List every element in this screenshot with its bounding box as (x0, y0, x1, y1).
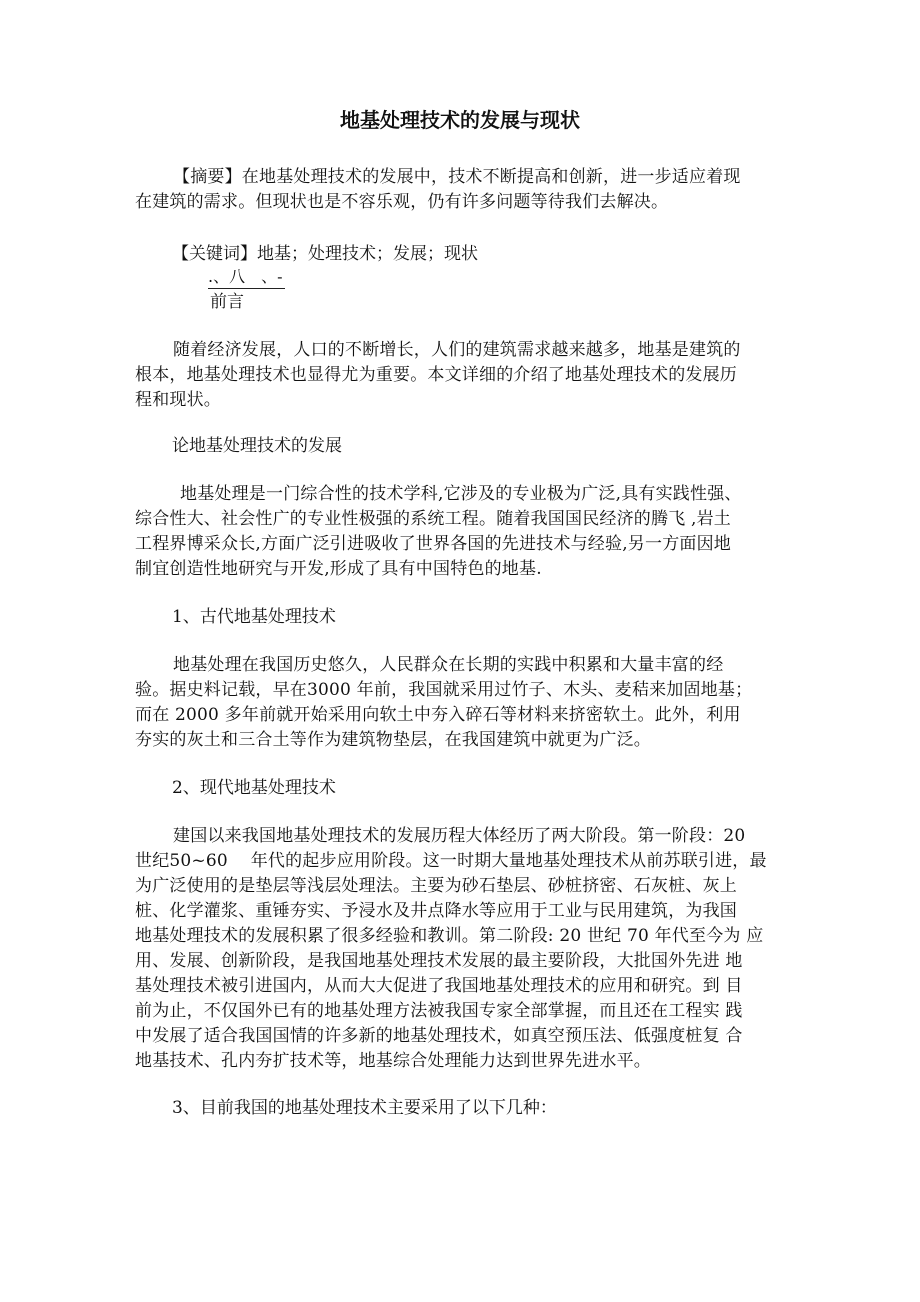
overview-paragraph (135, 482, 800, 582)
text-line: 在建筑的需求。但现状也是不容乐观，仍有许多问题等待我们去解决。 (135, 192, 669, 212)
text-line: 基处理技术被引进国内，从而大大促进了我国地基处理技术的应用和研究。到 目 (135, 976, 743, 996)
text-line: 夯实的灰土和三合土等作为建筑物垫层，在我国建筑中就更为广泛。 (135, 730, 651, 750)
underlined-marks: .、八 、- (208, 266, 285, 289)
text-line: 桩、化学灌浆、重锤夯实、予浸水及井点降水等应用于工业与民用建筑，为我国 (135, 901, 737, 921)
text-line: 用、发展、创新阶段，是我国地基处理技术发展的最主要阶段，大批国外先进 地 (135, 951, 743, 971)
section-heading: 论地基处理技术的发展 (172, 436, 342, 456)
text-line: 工程界博采众长,方面广泛引进吸收了世界各国的先进技术与经验,另一方面因地 (135, 534, 732, 554)
modern-paragraph (135, 824, 800, 1074)
text-line: 地基处理是一门综合性的技术学科,它涉及的专业极为广泛,具有实践性强、 (180, 484, 742, 504)
text-line: 制宜创造性地研究与开发,形成了具有中国特色的地基. (135, 559, 542, 579)
text-line: 前为止，不仅国外已有的地基处理方法被我国专家全部掌握，而且还在工程实 践 (135, 1001, 743, 1021)
abstract-paragraph (135, 165, 800, 215)
text-line: 世纪50~60 年代的起步应用阶段。这一时期大量地基处理技术从前苏联引进，最 (135, 851, 767, 871)
ancient-paragraph (135, 653, 800, 753)
text-line: 地基技术、孔内夯扩技术等，地基综合处理能力达到世界先进水平。 (135, 1051, 651, 1071)
text-line: 地基处理在我国历史悠久，人民群众在长期的实践中积累和大量丰富的经 (173, 655, 724, 675)
text-line: 根本，地基处理技术也显得尤为重要。本文详细的介绍了地基处理技术的发展历 (135, 365, 737, 385)
text-line: 而在 2000 多年前就开始采用向软土中夯入碎石等材料来挤密软土。此外，利用 (135, 705, 741, 725)
heading-current: 3、目前我国的地基处理技术主要采用了以下几种： (172, 1098, 557, 1118)
text-line: 【摘要】在地基处理技术的发展中，技术不断提高和创新，进一步适应着现 (173, 167, 741, 187)
heading-ancient: 1、古代地基处理技术 (172, 607, 336, 627)
text-line: 程和现状。 (135, 390, 221, 410)
text-line: 为广泛使用的是垫层等浅层处理法。主要为砂石垫层、砂桩挤密、石灰桩、灰上 (135, 876, 737, 896)
heading-modern: 2、现代地基处理技术 (172, 778, 336, 798)
text-line: 建国以来我国地基处理技术的发展历程大体经历了两大阶段。第一阶段：20 (173, 826, 746, 846)
text-line: 随着经济发展，人口的不断增长，人们的建筑需求越来越多，地基是建筑的 (173, 340, 741, 360)
text-line: 综合性大、社会性广的专业性极强的系统工程。随着我国国民经济的腾飞 ,岩土 (135, 509, 732, 529)
preface-paragraph (135, 338, 800, 413)
preface-label: 前言 (210, 292, 244, 312)
document-title: 地基处理技术的发展与现状 (340, 108, 580, 132)
text-line: 地基处理技术的发展积累了很多经验和教训。第二阶段: 20 世纪 70 年代至今为 应 (135, 926, 764, 946)
keywords-line: 【关键词】地基；处理技术；发展；现状 (172, 244, 478, 264)
text-line: 验。据史料记载，早在3000 年前，我国就采用过竹子、木头、麦秸来加固地基； (135, 680, 753, 700)
text-line: 中发展了适合我国国情的许多新的地基处理技术，如真空预压法、低强度桩复 合 (135, 1026, 743, 1046)
